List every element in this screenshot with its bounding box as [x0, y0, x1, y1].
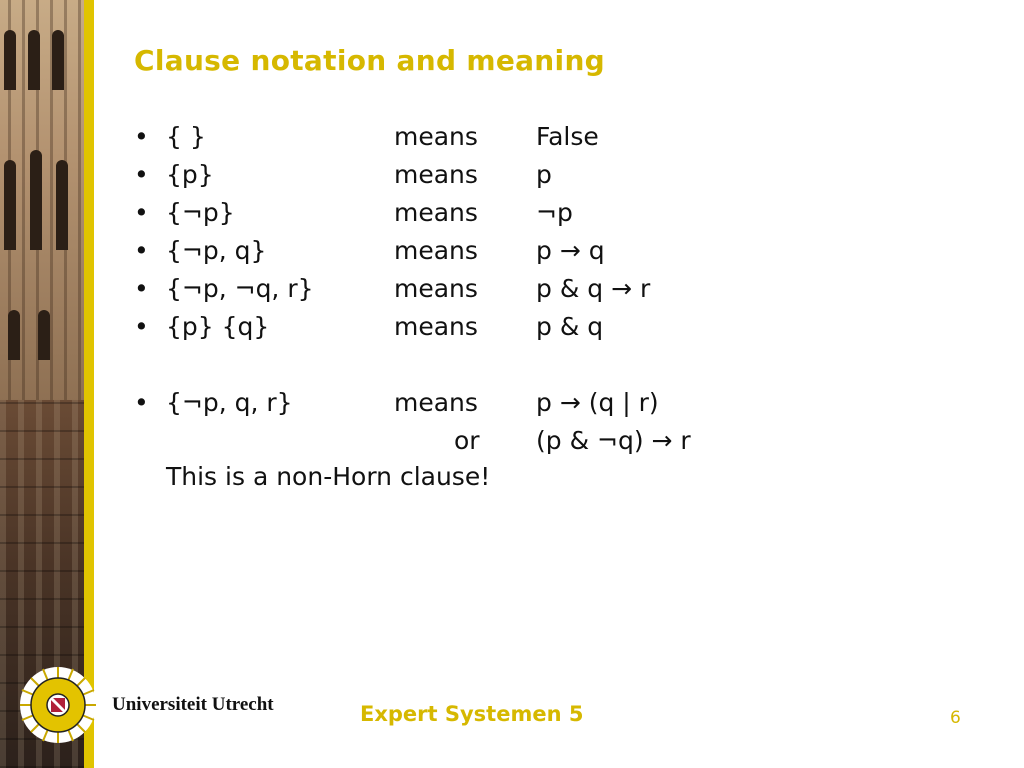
- clause: {¬p, ¬q, r}: [166, 274, 314, 303]
- clause: {¬p}: [166, 198, 235, 227]
- alt-meaning: (p & ¬q) → r: [536, 426, 691, 455]
- clause: {¬p, q, r}: [166, 388, 293, 417]
- bullet: •: [134, 198, 149, 227]
- bullet: •: [134, 274, 149, 303]
- cathedral-tower-photo: [0, 0, 92, 768]
- course-title: Expert Systemen 5: [360, 702, 584, 726]
- means-label: means: [394, 198, 478, 227]
- university-seal-icon: [18, 665, 98, 745]
- yellow-divider: [84, 0, 94, 768]
- slide-title: Clause notation and meaning: [134, 44, 606, 77]
- means-label: means: [394, 388, 478, 417]
- meaning: p: [536, 160, 552, 189]
- non-horn-note: This is a non-Horn clause!: [166, 462, 491, 491]
- bullet: •: [134, 122, 149, 151]
- clause: {¬p, q}: [166, 236, 267, 265]
- bullet: •: [134, 236, 149, 265]
- means-label: means: [394, 122, 478, 151]
- means-label: means: [394, 274, 478, 303]
- bullet: •: [134, 388, 149, 417]
- meaning: p & q → r: [536, 274, 651, 303]
- meaning: p → (q | r): [536, 388, 659, 417]
- clause: {p}: [166, 160, 214, 189]
- meaning: False: [536, 122, 599, 151]
- meaning: ¬p: [536, 198, 573, 227]
- tower-image: [0, 0, 86, 410]
- means-label: means: [394, 160, 478, 189]
- or-label: or: [454, 426, 480, 455]
- meaning: p → q: [536, 236, 605, 265]
- clause: {p} {q}: [166, 312, 270, 341]
- meaning: p & q: [536, 312, 604, 341]
- means-label: means: [394, 236, 478, 265]
- bullet: •: [134, 160, 149, 189]
- bullet: •: [134, 312, 149, 341]
- means-label: means: [394, 312, 478, 341]
- page-number: 6: [950, 708, 961, 728]
- clause: { }: [166, 122, 206, 151]
- university-name: Universiteit Utrecht: [112, 694, 274, 715]
